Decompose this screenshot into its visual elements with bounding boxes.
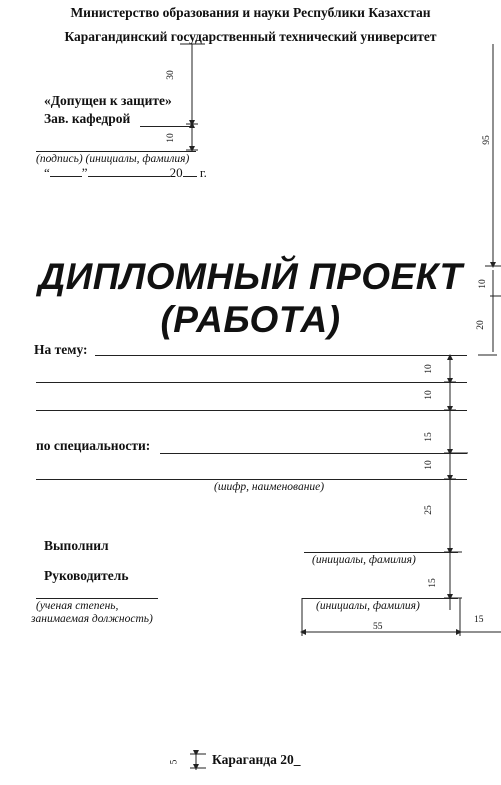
document-title-line2: (РАБОТА) [160,299,341,340]
specialty-note: (шифр, наименование) [214,481,325,493]
dimension-15-people: 15 [427,578,438,588]
supervisor-label: Руководитель [44,568,129,583]
dimension-15-specialty: 15 [423,432,434,442]
specialty-label: по специальности: [36,438,151,453]
dimension-10-specialty: 10 [423,460,434,470]
date-mid-quote: ” [81,165,88,180]
date-year: 20 [169,165,183,180]
dimension-10-topic-1: 10 [423,364,434,374]
dimension-20: 20 [475,320,486,330]
admitted-label: «Допущен к защите» [44,93,172,108]
date-open-quote: “ [44,165,50,180]
city-year: Караганда 20_ [212,752,301,767]
performer-label: Выполнил [44,538,109,553]
performer-note: (инициалы, фамилия) [312,554,416,566]
dimension-95: 95 [481,135,492,145]
degree-note-1: (ученая степень, [36,600,119,612]
dimension-10-top: 10 [165,133,176,143]
ministry-heading: Министерство образования и науки Республики Казахстан [70,5,431,20]
date-suffix: г. [199,165,207,180]
dimension-55: 55 [373,622,383,632]
supervisor-note: (инициалы, фамилия) [316,600,420,612]
signature-note: (подпись) (инициалы, фамилия) [36,153,190,165]
university-heading: Карагандинский государственный технический университет [64,29,437,44]
dimension-15-right: 15 [474,615,484,625]
dimension-10-title: 10 [477,279,488,289]
dimension-5: 5 [169,759,180,765]
dimension-10-topic-2: 10 [423,390,434,400]
topic-label: На тему: [34,342,88,357]
head-of-dept-label: Зав. кафедрой [44,111,131,126]
degree-note-2: занимаемая должность) [31,613,153,625]
dimension-25: 25 [423,505,434,515]
document-title-line1: ДИПЛОМНЫЙ ПРОЕКТ [38,256,463,297]
dimension-30: 30 [165,70,176,80]
